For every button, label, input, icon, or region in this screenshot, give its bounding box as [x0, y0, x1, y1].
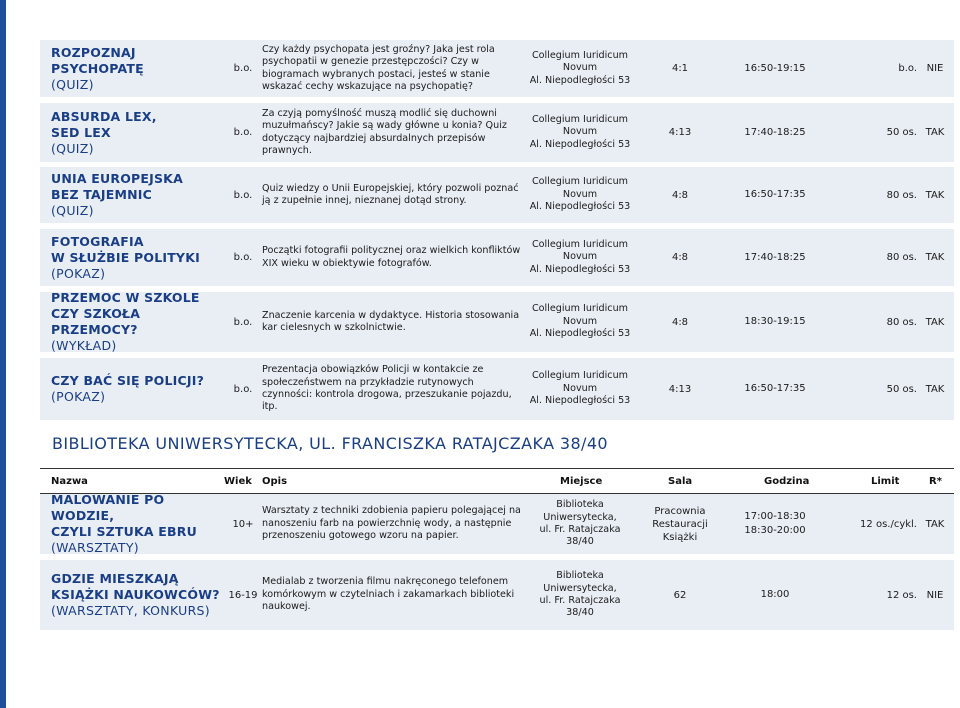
event-kind: (POKAZ)	[51, 265, 106, 281]
event-age: b.o.	[233, 189, 253, 201]
event-title: MALOWANIE PO WODZIE, CZYLI SZTUKA EBRU	[51, 492, 197, 539]
header-time: Godzina	[764, 475, 810, 487]
header-top-rule	[40, 468, 954, 469]
left-accent-bar	[0, 0, 6, 708]
event-registration: NIE	[926, 63, 944, 74]
event-hall: 62	[673, 589, 687, 601]
event-registration: TAK	[925, 316, 945, 328]
event-row	[40, 560, 954, 630]
event-title: PRZEMOC W SZKOLE CZY SZKOŁA PRZEMOCY?	[51, 290, 200, 337]
event-name	[51, 103, 221, 162]
event-description: Warsztaty z techniki zdobienia papieru polegającej na nanoszeniu farb na powierzchnię wody, a następnie przenoszeniu gotowego wzoru na papier.	[262, 505, 521, 542]
header-name: Nazwa	[51, 475, 88, 487]
event-limit: b.o.	[898, 63, 917, 74]
event-time: 18:30-19:15	[744, 316, 806, 327]
event-limit: 12 os./cykl.	[860, 518, 917, 530]
header-limit: Limit	[871, 475, 900, 487]
event-description: Prezentacja obowiązków Policji w kontakcie ze społeczeństwem na przykładzie rutynowych czynności: kontrola drogowa, przeszukanie pojazdu, itp.	[262, 364, 512, 413]
event-hall: 4:8	[671, 252, 689, 263]
event-description: Medialab z tworzenia filmu nakręconego telefonem komórkowym w czytelniach i zakamarkach biblioteki naukowej.	[262, 576, 515, 613]
event-name	[51, 494, 221, 554]
event-kind: (WYKŁAD)	[51, 338, 117, 353]
event-age: b.o.	[233, 316, 253, 328]
event-time: 17:40-18:25	[744, 126, 806, 138]
event-name	[51, 292, 221, 352]
event-place: Collegium Iuridicum Novum Al. Niepodległości 53	[529, 370, 631, 407]
event-kind: (WARSZTATY)	[51, 540, 139, 555]
event-kind: (QUIZ)	[51, 203, 94, 218]
event-registration: TAK	[925, 383, 945, 395]
event-row	[40, 40, 954, 97]
event-place: Collegium Iuridicum Novum Al. Niepodległości 53	[529, 176, 631, 213]
table-header	[40, 468, 954, 494]
event-hall: 4:1	[671, 63, 689, 74]
event-limit: 50 os.	[886, 127, 917, 138]
event-time: 17:00-18:30 18:30-20:00	[744, 511, 806, 536]
event-registration: TAK	[925, 518, 945, 530]
event-title: FOTOGRAFIA W SŁUŻBIE POLITYKI	[51, 233, 200, 265]
event-limit: 50 os.	[886, 383, 917, 395]
event-name	[51, 358, 221, 420]
event-age: 10+	[232, 518, 254, 530]
event-hall: Pracownia Restauracji Książki	[652, 505, 708, 543]
event-title: ABSURDA LEX, SED LEX	[51, 108, 157, 140]
event-description: Za czyją pomyślność muszą modlić się duchowni muzułmańscy? Jakie są wady główne u konia? Quiz dotyczący najbardziej absurdalnych przepisów prawnych.	[262, 107, 507, 156]
event-place: Collegium Iuridicum Novum Al. Niepodległości 53	[529, 49, 631, 86]
event-age: b.o.	[233, 127, 253, 138]
event-registration: TAK	[925, 252, 945, 263]
event-title: CZY BAĆ SIĘ POLICJI?	[51, 373, 205, 388]
event-limit: 80 os.	[886, 316, 917, 328]
event-time: 16:50-17:35	[744, 383, 806, 394]
event-hall: 4:8	[671, 189, 689, 201]
event-place: Biblioteka Uniwersytecka, ul. Fr. Ratajczaka 38/40	[539, 570, 621, 619]
event-time: 18:00	[760, 589, 790, 600]
event-row	[40, 292, 954, 352]
event-name	[51, 229, 221, 286]
event-name	[51, 167, 221, 223]
event-place: Biblioteka Uniwersytecka, ul. Fr. Ratajczaka 38/40	[539, 499, 621, 548]
event-name	[51, 560, 221, 630]
event-limit: 80 os.	[886, 252, 917, 263]
header-description: Opis	[262, 475, 288, 487]
event-hall: 4:8	[671, 316, 689, 328]
event-description: Quiz wiedzy o Unii Europejskiej, który pozwoli poznać ją z zupełnie innej, nieznanej dotąd strony.	[262, 182, 519, 206]
event-place: Collegium Iuridicum Novum Al. Niepodległości 53	[529, 303, 631, 340]
event-age: b.o.	[233, 63, 253, 74]
event-place: Collegium Iuridicum Novum Al. Niepodległości 53	[529, 238, 631, 275]
event-time: 16:50-19:15	[744, 62, 806, 74]
event-limit: 12 os.	[886, 589, 917, 601]
event-title: UNIA EUROPEJSKA BEZ TAJEMNIC	[51, 171, 183, 202]
event-row	[40, 229, 954, 286]
header-age: Wiek	[224, 475, 252, 487]
event-age: b.o.	[233, 252, 253, 263]
event-title: ROZPOZNAJ PSYCHOPATĘ	[51, 44, 144, 76]
event-kind: (WARSZTATY, KONKURS)	[51, 603, 210, 618]
event-place: Collegium Iuridicum Novum Al. Niepodległości 53	[529, 113, 631, 150]
event-registration: TAK	[925, 189, 945, 201]
event-registration: TAK	[925, 127, 945, 138]
event-row	[40, 103, 954, 162]
event-title: GDZIE MIESZKAJĄ KSIĄŻKI NAUKOWCÓW?	[51, 571, 220, 602]
header-registration: R*	[929, 475, 942, 487]
event-time: 17:40-18:25	[744, 251, 806, 263]
header-hall: Sala	[668, 475, 693, 487]
event-age: b.o.	[233, 383, 253, 395]
event-row	[40, 494, 954, 554]
event-kind: (QUIZ)	[51, 76, 94, 92]
event-description: Znaczenie karcenia w dydaktyce. Historia stosowania kar cielesnych w szkolnictwie.	[262, 309, 520, 333]
event-time: 16:50-17:35	[744, 189, 806, 200]
event-registration: NIE	[926, 589, 944, 601]
event-age: 16-19	[228, 589, 258, 601]
event-description: Czy każdy psychopata jest groźny? Jaka jest rola psychopatii w genezie przestępczości? Czy w biogramach wybranych postaci, jesteś w stanie wskazać cechy wskazujące na psychopatię?	[262, 43, 495, 92]
event-hall: 4:13	[668, 127, 692, 138]
event-row	[40, 167, 954, 223]
event-hall: 4:13	[668, 383, 692, 395]
event-limit: 80 os.	[886, 189, 917, 201]
header-place: Miejsce	[560, 475, 603, 487]
event-row	[40, 358, 954, 420]
event-name	[51, 40, 221, 97]
section-title: BIBLIOTEKA UNIWERSYTECKA, UL. FRANCISZKA RATAJCZAKA 38/40	[52, 434, 609, 453]
event-kind: (QUIZ)	[51, 140, 94, 156]
event-description: Początki fotografii politycznej oraz wielkich konfliktów XIX wieku w obiektywie fotografów.	[262, 245, 521, 269]
event-kind: (POKAZ)	[51, 389, 106, 404]
